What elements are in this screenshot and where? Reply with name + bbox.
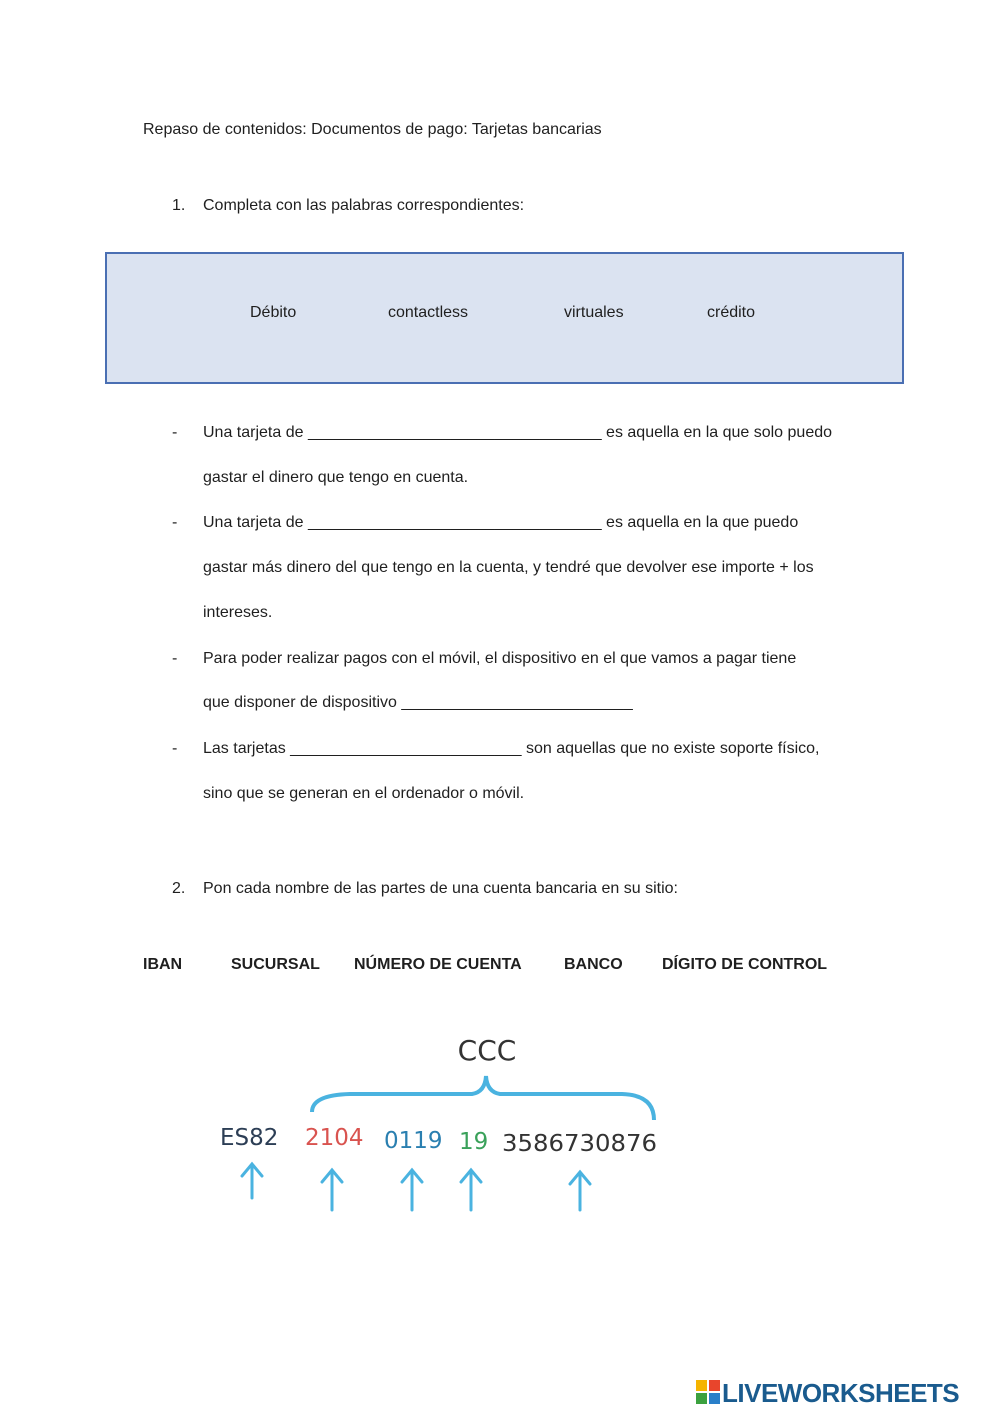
liveworksheets-logo-text: LIVEWORKSHEETS: [722, 1378, 960, 1408]
control-digit-segment: 19: [459, 1129, 489, 1155]
ccc-brace: [312, 1076, 654, 1120]
bullet-dash: -: [172, 514, 178, 531]
page-title: Repaso de contenidos: Documentos de pago: Tarjetas bancarias: [143, 121, 602, 138]
word-bank-item[interactable]: contactless: [388, 304, 469, 321]
account-part-label[interactable]: SUCURSAL: [231, 956, 320, 973]
fill-blank[interactable]: _________________________________: [307, 424, 602, 441]
fill-item-3-line-2: [203, 694, 633, 712]
pointer-arrows: [242, 1164, 590, 1210]
fill-text: son aquellas que no existe soporte físico,: [521, 740, 820, 757]
fill-item-2-line-2: gastar más dinero del que tengo en la cuenta, y tendré que devolver ese importe + los: [203, 559, 814, 576]
fill-item-3-line-1: Para poder realizar pagos con el móvil, el dispositivo en el que vamos a pagar tiene: [203, 650, 797, 667]
account-part-label[interactable]: DÍGITO DE CONTROL: [662, 956, 828, 973]
fill-text: es aquella en la que solo puedo: [601, 424, 833, 441]
fill-item-2-line-3: intereses.: [203, 604, 273, 621]
arrow-up-icon: [242, 1164, 262, 1198]
word-bank-item[interactable]: virtuales: [564, 304, 624, 321]
fill-item-4-line-2: sino que se generan en el ordenador o móvil.: [203, 785, 525, 802]
fill-item-2-line-1: [203, 514, 798, 532]
fill-text: que disponer de dispositivo: [203, 694, 402, 711]
account-part-label[interactable]: BANCO: [564, 956, 623, 973]
question-1-prompt: Completa con las palabras correspondientes:: [203, 197, 525, 214]
fill-item-1-line-1: [203, 424, 832, 442]
account-number-segment: 3586730876: [502, 1131, 657, 1157]
iban-segment: ES82: [220, 1125, 279, 1151]
liveworksheets-logo-icon: [696, 1380, 720, 1404]
fill-text: Las tarjetas: [203, 740, 291, 757]
fill-text: Una tarjeta de: [203, 514, 308, 531]
word-bank-box: [105, 252, 904, 384]
account-part-label[interactable]: NÚMERO DE CUENTA: [354, 956, 522, 973]
bullet-dash: -: [172, 424, 178, 441]
fill-text: es aquella en la que puedo: [601, 514, 799, 531]
account-part-label[interactable]: IBAN: [143, 956, 183, 973]
arrow-up-icon: [461, 1170, 481, 1210]
fill-item-1-line-2: gastar el dinero que tengo en cuenta.: [203, 469, 469, 486]
fill-blank[interactable]: __________________________: [401, 694, 633, 711]
bullet-dash: -: [172, 650, 178, 667]
question-2-number: 2.: [172, 880, 186, 897]
fill-item-4-line-1: [203, 740, 819, 758]
fill-blank[interactable]: __________________________: [290, 740, 522, 757]
word-bank-item[interactable]: crédito: [707, 304, 756, 321]
bullet-dash: -: [172, 740, 178, 757]
arrow-up-icon: [570, 1172, 590, 1210]
fill-blank[interactable]: _________________________________: [307, 514, 602, 531]
ccc-label: CCC: [457, 1034, 517, 1067]
arrow-up-icon: [322, 1170, 342, 1210]
account-number-diagram: [210, 1030, 670, 1220]
branch-segment: 0119: [384, 1128, 443, 1154]
fill-text: Una tarjeta de: [203, 424, 308, 441]
arrow-up-icon: [402, 1170, 422, 1210]
question-2-prompt: Pon cada nombre de las partes de una cuenta bancaria en su sitio:: [203, 880, 678, 897]
bank-segment: 2104: [305, 1125, 364, 1151]
word-bank-item[interactable]: Débito: [250, 304, 297, 321]
question-1-number: 1.: [172, 197, 186, 214]
